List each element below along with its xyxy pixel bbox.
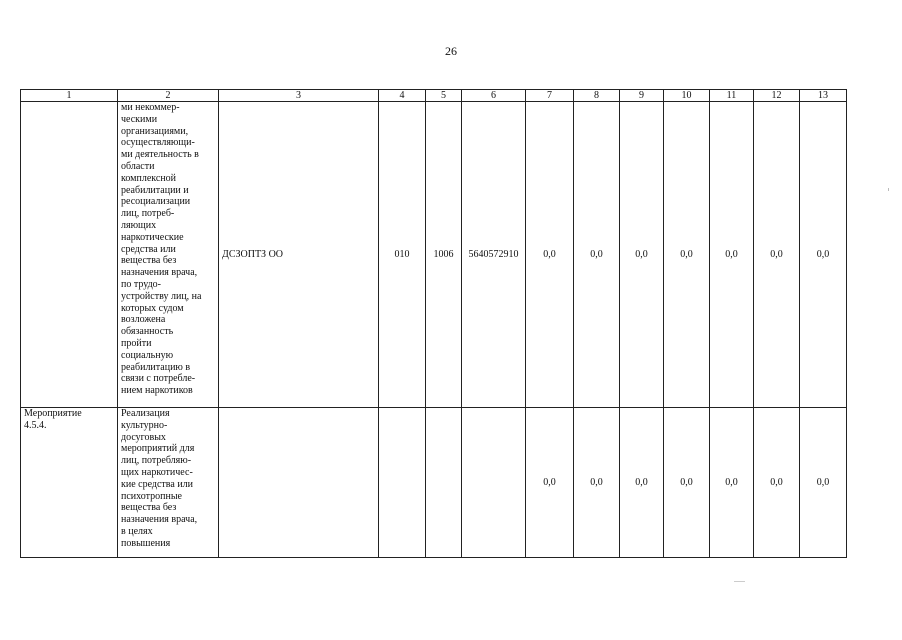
value-cell-11: 0,0	[710, 408, 754, 558]
description-line: Реализация	[121, 408, 170, 419]
description-line: щих наркотичес-	[121, 466, 193, 478]
table-row	[21, 408, 847, 558]
description-line: кие средства или	[121, 478, 194, 490]
value-cell-10: 0,0	[664, 408, 710, 558]
value-cell-7: 0,0	[526, 408, 574, 558]
code-cell-5	[426, 408, 462, 558]
column-header-1: 1	[21, 90, 118, 102]
column-header-4: 4	[379, 90, 426, 102]
description-cell	[118, 408, 219, 558]
value-cell-9: 0,0	[620, 102, 664, 408]
column-header-8: 8	[574, 90, 620, 102]
budget-table	[20, 89, 847, 558]
code-cell-5: 1006	[426, 102, 462, 408]
value-cell-10: 0,0	[664, 102, 710, 408]
description-line: нием наркотиков	[121, 385, 193, 397]
column-header-5: 5	[426, 90, 462, 102]
description-line: вещества без	[121, 502, 177, 514]
code-cell-6: 5640572910	[462, 102, 526, 408]
description-line: ми некоммер-	[121, 102, 180, 113]
description-line: социальную	[121, 349, 174, 361]
table-body	[21, 102, 847, 558]
value-cell-13: 0,0	[800, 408, 847, 558]
description-line: ресоциализации	[121, 196, 191, 208]
description-line: связи с потребле-	[121, 373, 196, 385]
measure-line: Мероприятие	[24, 408, 82, 419]
executor-cell	[219, 408, 379, 558]
description-line: пройти	[121, 337, 152, 349]
column-header-2: 2	[118, 90, 219, 102]
description-line: устройству лиц, на	[121, 290, 202, 302]
description-line: назначения врача,	[121, 267, 198, 279]
measure-line: 4.5.4.	[24, 419, 47, 431]
value-cell-11: 0,0	[710, 102, 754, 408]
code-cell-4: 010	[379, 102, 426, 408]
description-line: вещества без	[121, 255, 177, 267]
column-header-13: 13	[800, 90, 847, 102]
description-line: реабилитацию в	[121, 361, 191, 373]
table-row	[21, 102, 847, 408]
executor-cell: ДСЗОПТЗ ОО	[219, 102, 379, 408]
column-header-7: 7	[526, 90, 574, 102]
description-line: ческими	[121, 113, 158, 125]
measure-cell	[21, 408, 118, 558]
column-header-6: 6	[462, 90, 526, 102]
column-header-3: 3	[219, 90, 379, 102]
description-line: назначения врача,	[121, 514, 198, 526]
description-line: досуговых	[121, 431, 166, 443]
value-cell-8: 0,0	[574, 102, 620, 408]
header-row	[21, 90, 847, 102]
code-cell-6	[462, 408, 526, 558]
description-line: ляющих	[121, 219, 157, 231]
description-line: организациями,	[121, 125, 189, 137]
description-line: мероприятий для	[121, 443, 195, 455]
value-cell-12: 0,0	[754, 102, 800, 408]
column-header-9: 9	[620, 90, 664, 102]
description-line: осуществляющи-	[121, 137, 195, 149]
description-line: по трудо-	[121, 278, 161, 290]
value-cell-9: 0,0	[620, 408, 664, 558]
description-line: которых судом	[121, 302, 184, 314]
scan-mark	[888, 188, 889, 191]
code-cell-4	[379, 408, 426, 558]
description-line: возложена	[121, 314, 166, 326]
scan-mark	[734, 581, 745, 582]
description-line: лиц, потреб-	[121, 208, 175, 220]
description-line: средства или	[121, 243, 176, 255]
description-line: обязанность	[121, 326, 174, 338]
description-line: в целях	[121, 525, 153, 537]
description-line: культурно-	[121, 419, 168, 431]
measure-cell	[21, 102, 118, 408]
value-cell-7: 0,0	[526, 102, 574, 408]
page-number: 26	[445, 44, 457, 58]
value-cell-13: 0,0	[800, 102, 847, 408]
value-cell-12: 0,0	[754, 408, 800, 558]
column-header-11: 11	[710, 90, 754, 102]
description-line: ми деятельность в	[121, 149, 199, 161]
description-line: области	[121, 160, 155, 172]
description-cell	[118, 102, 219, 408]
column-header-10: 10	[664, 90, 710, 102]
value-cell-8: 0,0	[574, 408, 620, 558]
description-line: лиц, потребляю-	[121, 455, 192, 467]
description-line: наркотические	[121, 231, 184, 243]
description-line: комплексной	[121, 172, 177, 184]
description-line: психотропные	[121, 490, 182, 502]
column-header-12: 12	[754, 90, 800, 102]
description-line: повышения	[121, 537, 171, 549]
description-line: реабилитации и	[121, 184, 189, 196]
